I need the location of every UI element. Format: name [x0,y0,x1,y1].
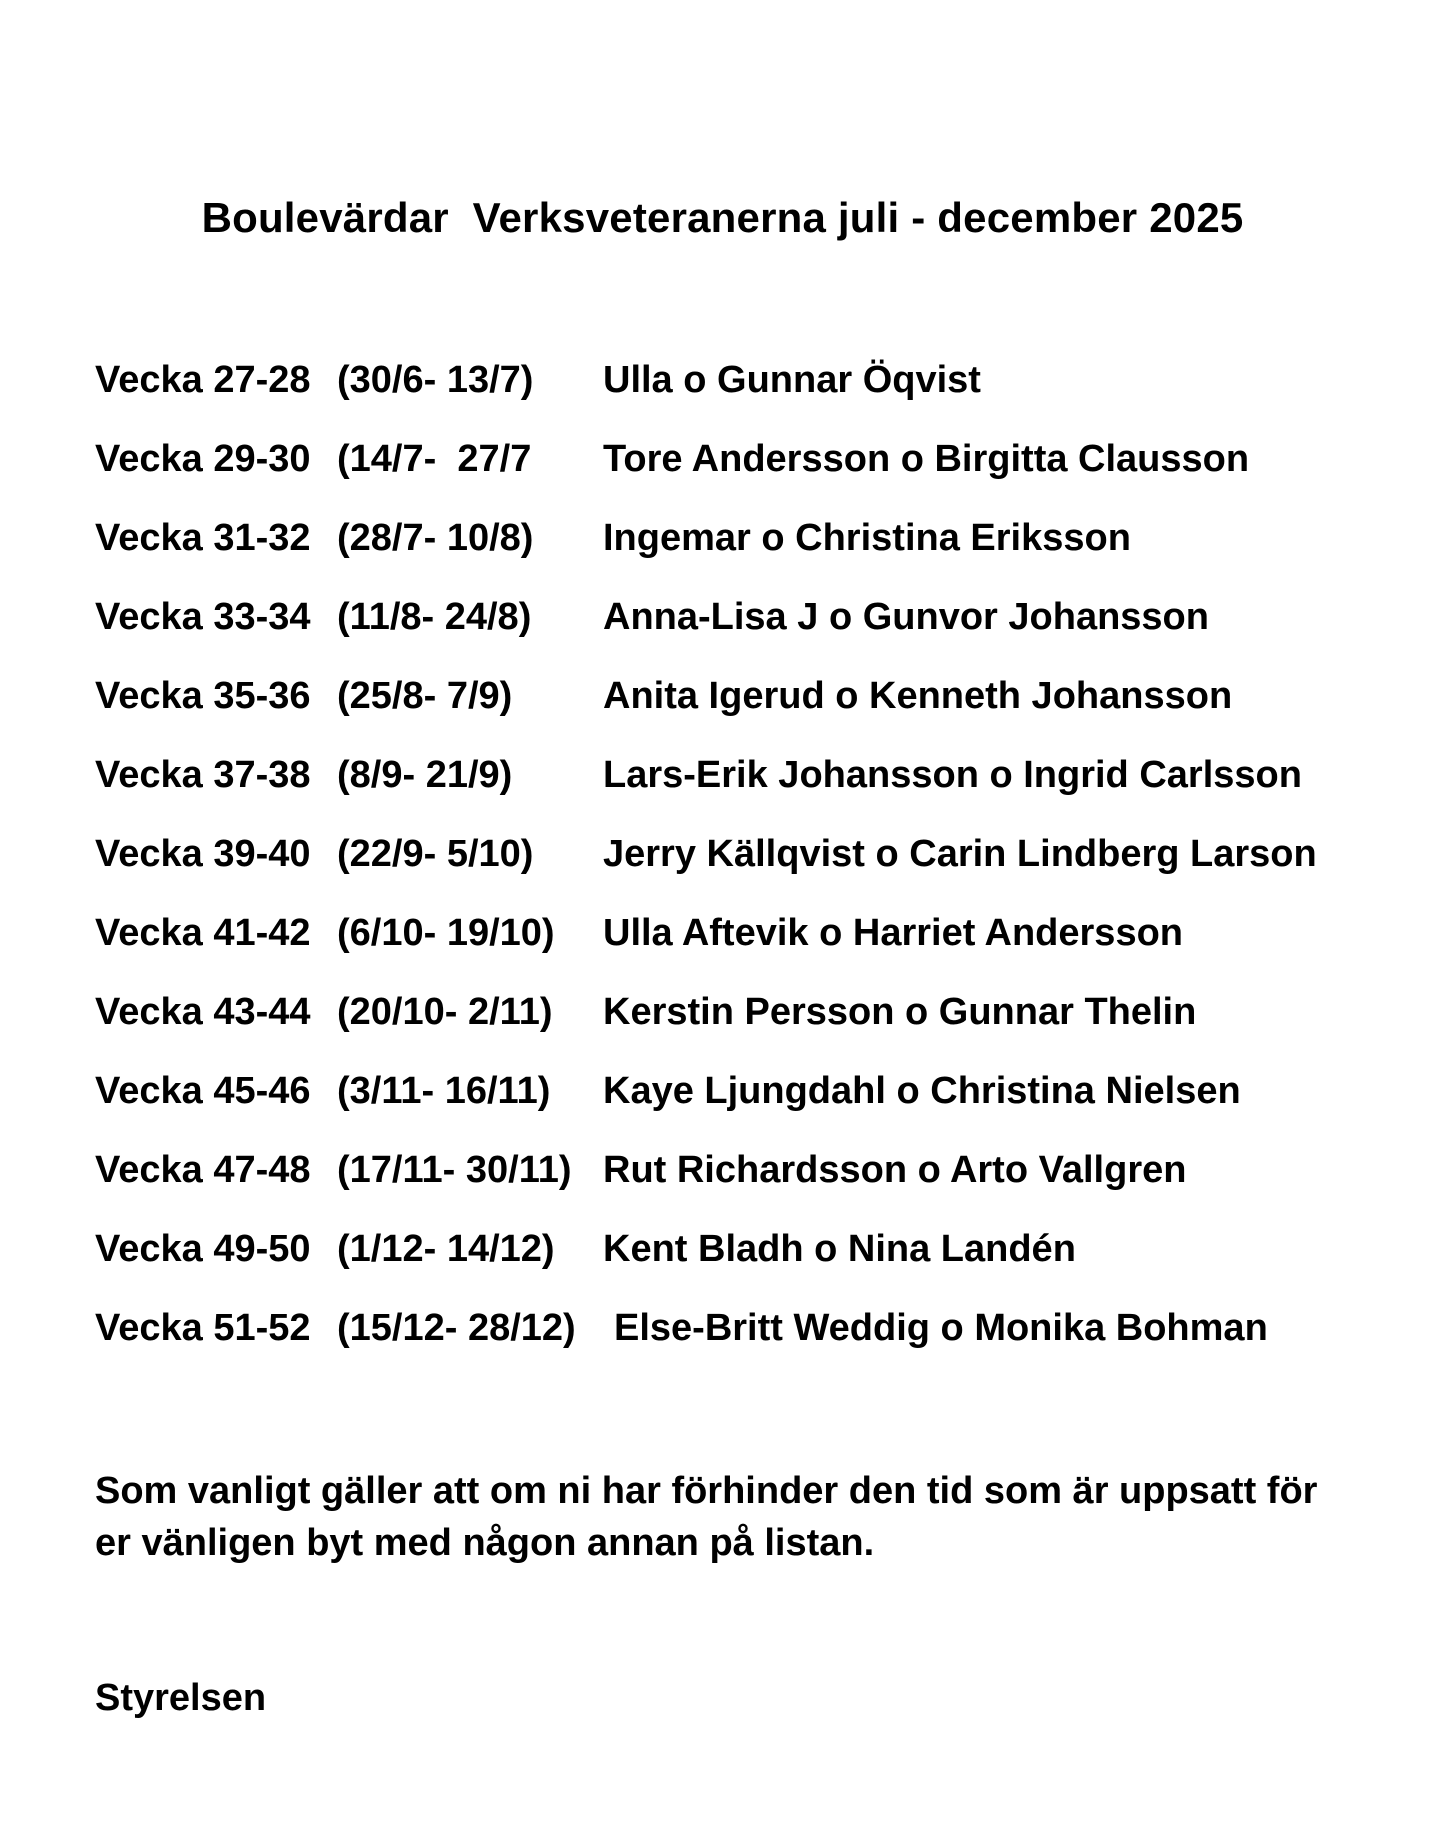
host-names: Jerry Källqvist o Carin Lindberg Larson [603,833,1317,875]
week-label: Vecka 31-32 [95,517,311,559]
week-label: Vecka 47-48 [95,1149,311,1191]
host-names: Anita Igerud o Kenneth Johansson [603,675,1233,717]
week-label: Vecka 33-34 [95,596,311,638]
host-names: Ingemar o Christina Eriksson [603,517,1131,559]
schedule-row [95,988,1395,1067]
date-range: (6/10- 19/10) [337,912,555,954]
week-label: Vecka 41-42 [95,912,311,954]
date-range: (28/7- 10/8) [337,517,534,559]
host-names: Kerstin Persson o Gunnar Thelin [603,991,1197,1033]
note-line: Som vanligt gäller att om ni har förhinder den tid som är uppsatt för [95,1470,1318,1512]
schedule-list [95,356,1395,1383]
week-label: Vecka 51-52 [95,1307,311,1349]
week-label: Vecka 49-50 [95,1228,311,1270]
host-names: Ulla o Gunnar Öqvist [603,359,981,401]
host-names: Anna-Lisa J o Gunvor Johansson [603,596,1209,638]
schedule-row [95,1146,1395,1225]
date-range: (8/9- 21/9) [337,754,513,796]
schedule-row [95,1304,1395,1383]
week-label: Vecka 29-30 [95,438,311,480]
date-range: (25/8- 7/9) [337,675,513,717]
schedule-row [95,672,1395,751]
date-range: (30/6- 13/7) [337,359,534,401]
week-label: Vecka 27-28 [95,359,311,401]
host-names: Rut Richardsson o Arto Vallgren [603,1149,1187,1191]
schedule-row [95,909,1395,988]
page-title: Boulevärdar Verksveteranerna juli - december 2025 [201,194,1244,241]
date-range: (1/12- 14/12) [337,1228,555,1270]
schedule-row [95,830,1395,909]
week-label: Vecka 45-46 [95,1070,311,1112]
schedule-row [95,514,1395,593]
schedule-row [95,356,1395,435]
note-line: er vänligen byt med någon annan på listan. [95,1522,875,1564]
schedule-row [95,1067,1395,1146]
swap-instruction-note [95,1465,1395,1569]
host-names: Else-Britt Weddig o Monika Bohman [614,1307,1268,1349]
week-label: Vecka 37-38 [95,754,311,796]
host-names: Ulla Aftevik o Harriet Andersson [603,912,1184,954]
date-range: (22/9- 5/10) [337,833,534,875]
date-range: (20/10- 2/11) [337,991,553,1033]
host-names: Lars-Erik Johansson o Ingrid Carlsson [603,754,1302,796]
host-names: Tore Andersson o Birgitta Clausson [603,438,1250,480]
date-range: (15/12- 28/12) [337,1307,576,1349]
signature: Styrelsen [95,1677,267,1719]
schedule-row [95,751,1395,830]
week-label: Vecka 39-40 [95,833,311,875]
week-label: Vecka 35-36 [95,675,311,717]
date-range: (11/8- 24/8) [337,596,532,638]
schedule-row [95,435,1395,514]
host-names: Kaye Ljungdahl o Christina Nielsen [603,1070,1241,1112]
host-names: Kent Bladh o Nina Landén [603,1228,1076,1270]
schedule-row [95,593,1395,672]
week-label: Vecka 43-44 [95,991,311,1033]
schedule-row [95,1225,1395,1304]
date-range: (17/11- 30/11) [337,1149,572,1191]
date-range: (3/11- 16/11) [337,1070,551,1112]
date-range: (14/7- 27/7 [337,438,532,480]
